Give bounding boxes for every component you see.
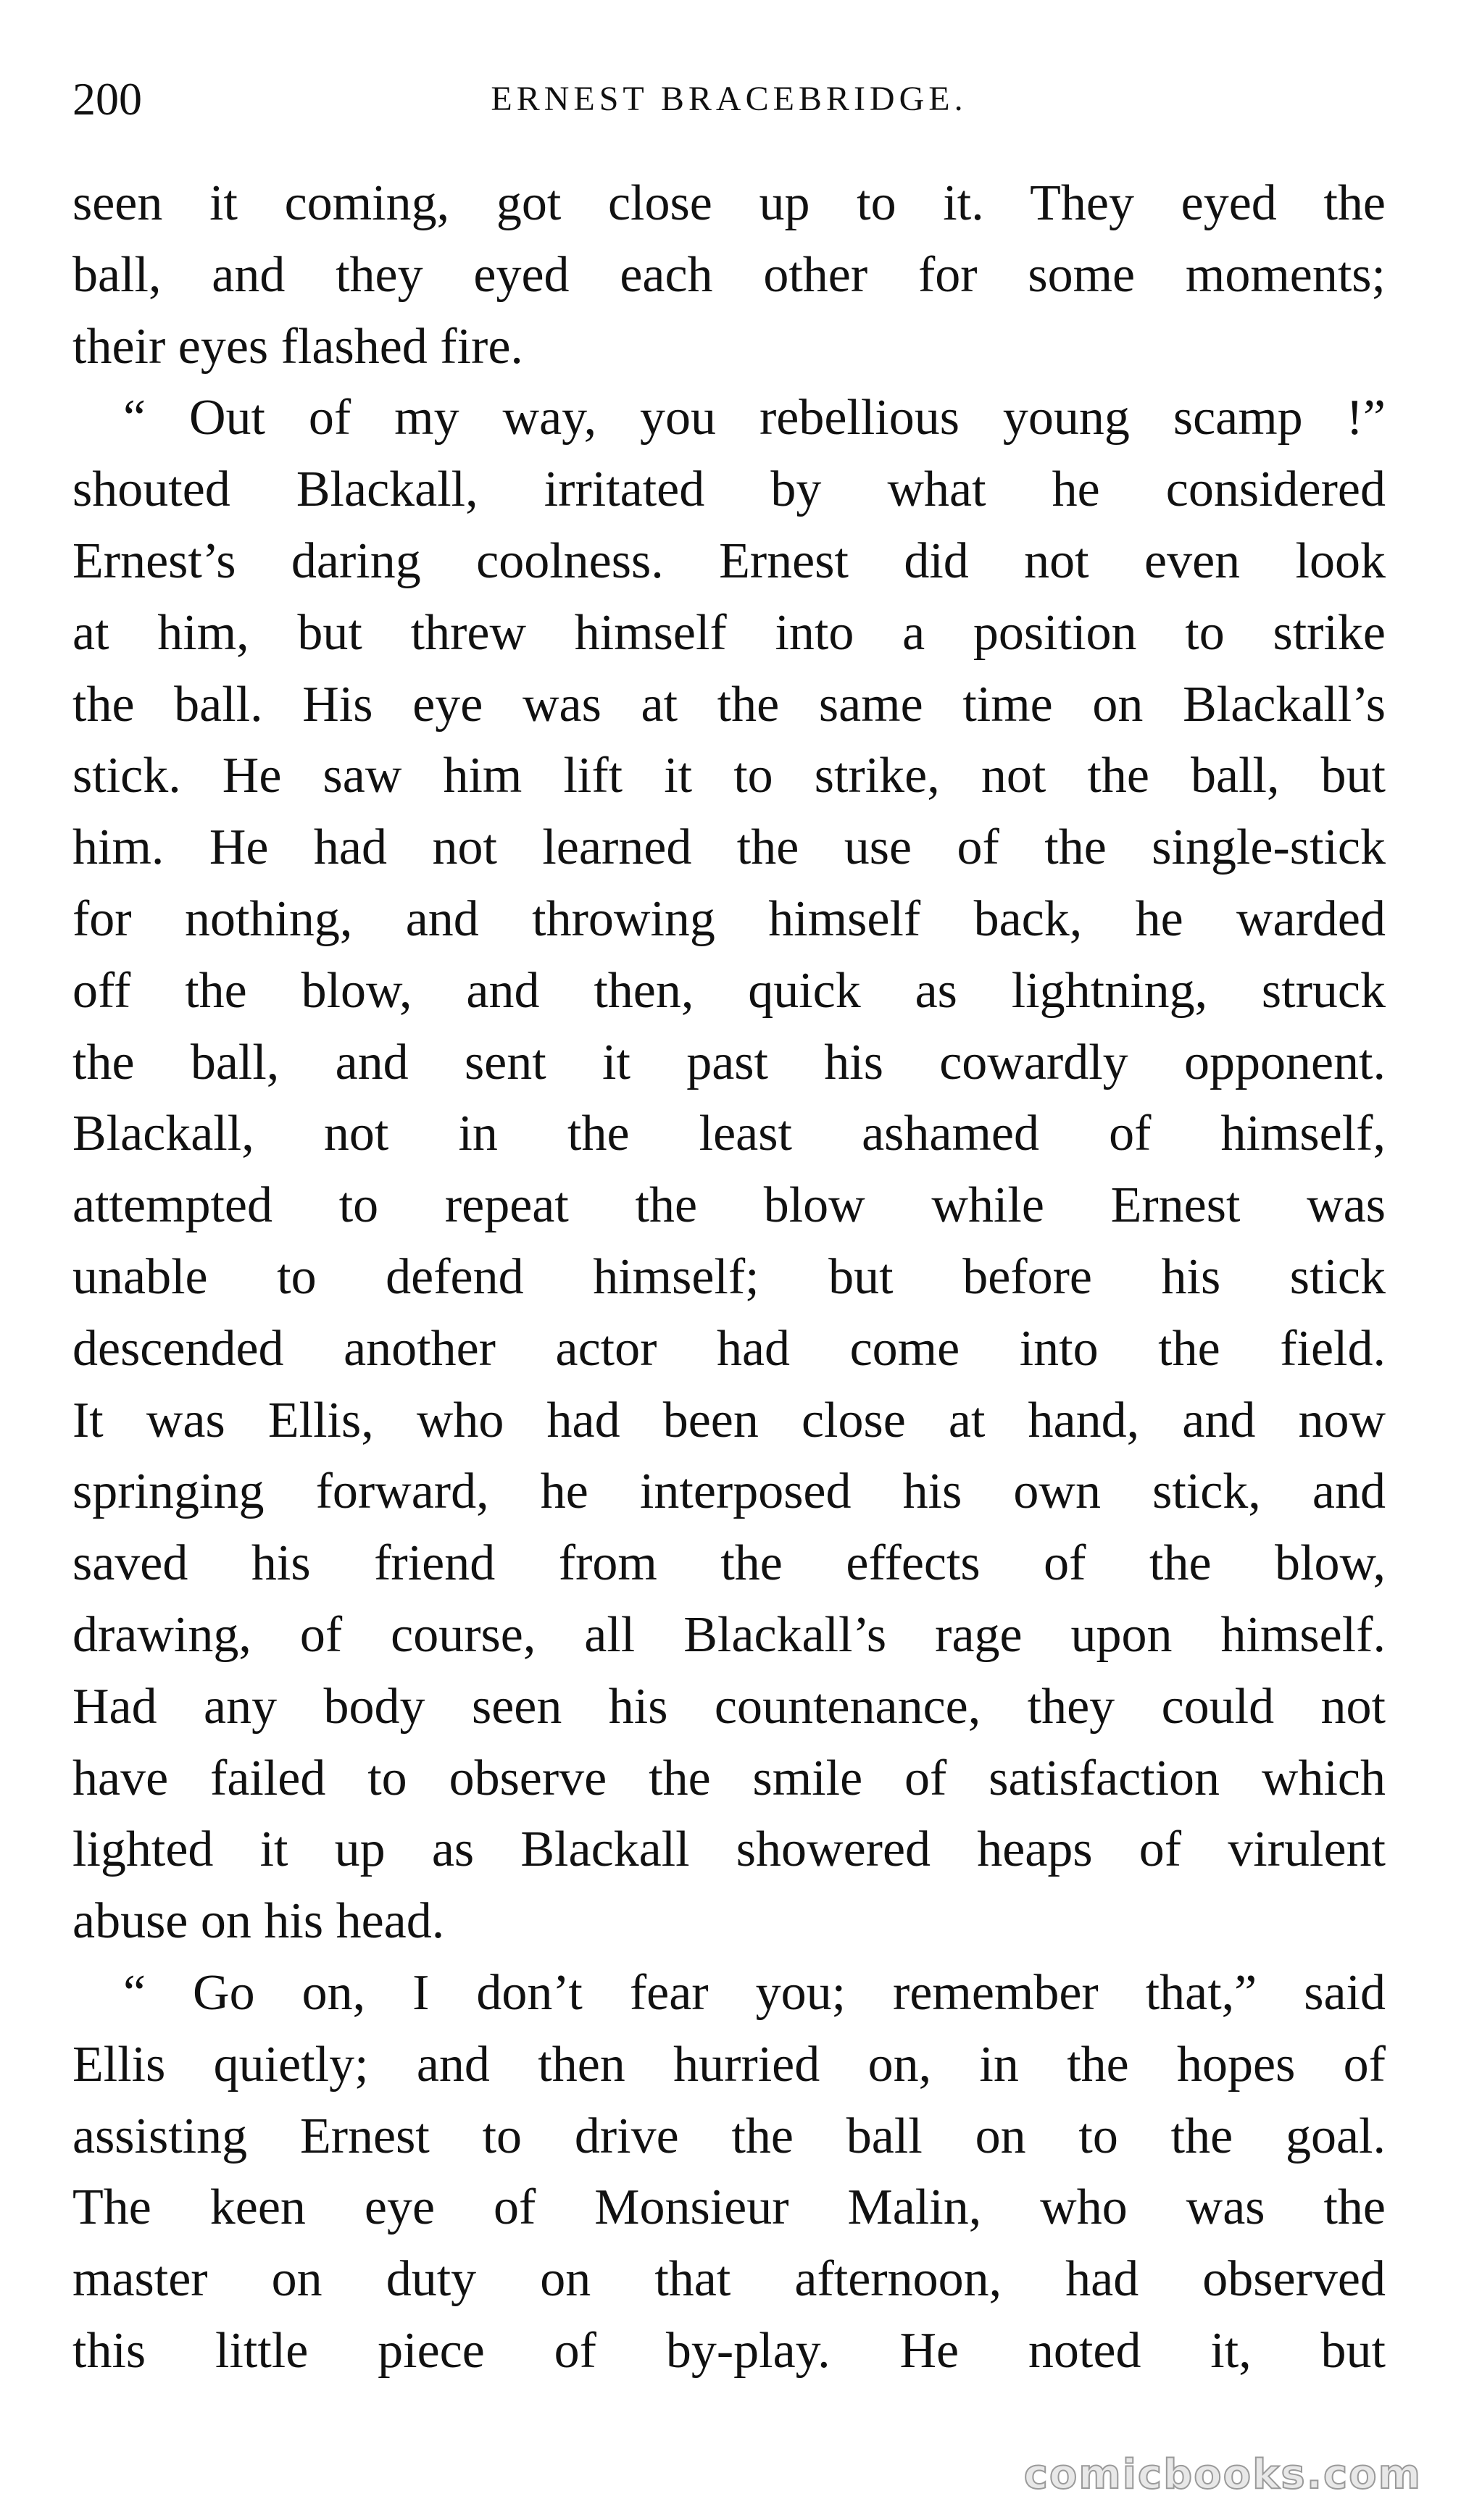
text-line: drawing, of course, all Blackall’s rage upon himself. (72, 1606, 1386, 1663)
text-line: springing forward, he interposed his own stick, and (72, 1464, 1386, 1520)
text-line: Blackall, not in the least ashamed of himself, (72, 1106, 1386, 1162)
text-line: for nothing, and throwing himself back, he warded (72, 890, 1386, 947)
text-line: this little piece of by-play. He noted it, but (72, 2322, 1386, 2379)
text-line: have failed to observe the smile of satisfaction which (72, 1750, 1386, 1806)
text-line: abuse on his head. (72, 1893, 445, 1950)
paragraph (72, 383, 1386, 1958)
text-line: ball, and they eyed each other for some moments; (72, 246, 1386, 303)
paragraph (72, 168, 1386, 383)
text-line: the ball. His eye was at the same time on Blackall’s (72, 676, 1386, 733)
watermark: comicbooks.com (1023, 2451, 1422, 2498)
text-line: seen it coming, got close up to it. They eyed the (72, 175, 1386, 231)
text-line: shouted Blackall, irritated by what he considered (72, 462, 1386, 518)
text-line: descended another actor had come into the field. (72, 1320, 1386, 1377)
text-line: It was Ellis, who had been close at hand, and now (72, 1392, 1386, 1448)
text-line: the ball, and sent it past his cowardly opponent. (72, 1034, 1386, 1090)
text-line: their eyes flashed fire. (72, 318, 523, 375)
text-line: lighted it up as Blackall showered heaps of virulent (72, 1822, 1386, 1878)
text-line: saved his friend from the effects of the blow, (72, 1535, 1386, 1592)
text-line: The keen eye of Monsieur Malin, who was the (72, 2179, 1386, 2236)
running-head: ERNEST BRACEBRIDGE. (491, 80, 967, 118)
page-header (72, 67, 1386, 132)
text-line: “ Out of my way, you rebellious young scamp !” (123, 390, 1386, 446)
text-line: Had any body seen his countenance, they could not (72, 1678, 1386, 1735)
paragraph (72, 1958, 1386, 2387)
text-line: master on duty on that afternoon, had observed (72, 2251, 1386, 2308)
text-line: unable to defend himself; but before his stick (72, 1248, 1386, 1305)
body-text (72, 168, 1386, 2387)
text-line: Ellis quietly; and then hurried on, in the hopes of (72, 2036, 1386, 2093)
text-line: him. He had not learned the use of the single-stick (72, 819, 1386, 876)
text-line: at him, but threw himself into a position to strike (72, 604, 1386, 661)
text-line: assisting Ernest to drive the ball on to the goal. (72, 2108, 1386, 2164)
text-line: attempted to repeat the blow while Ernest was (72, 1177, 1386, 1234)
page-number: 200 (72, 73, 142, 125)
text-line: stick. He saw him lift it to strike, not the ball, but (72, 748, 1386, 804)
text-line: off the blow, and then, quick as lightning, struck (72, 962, 1386, 1019)
text-line: “ Go on, I don’t fear you; remember that,” said (123, 1964, 1386, 2021)
text-line: Ernest’s daring coolness. Ernest did not even look (72, 533, 1386, 589)
